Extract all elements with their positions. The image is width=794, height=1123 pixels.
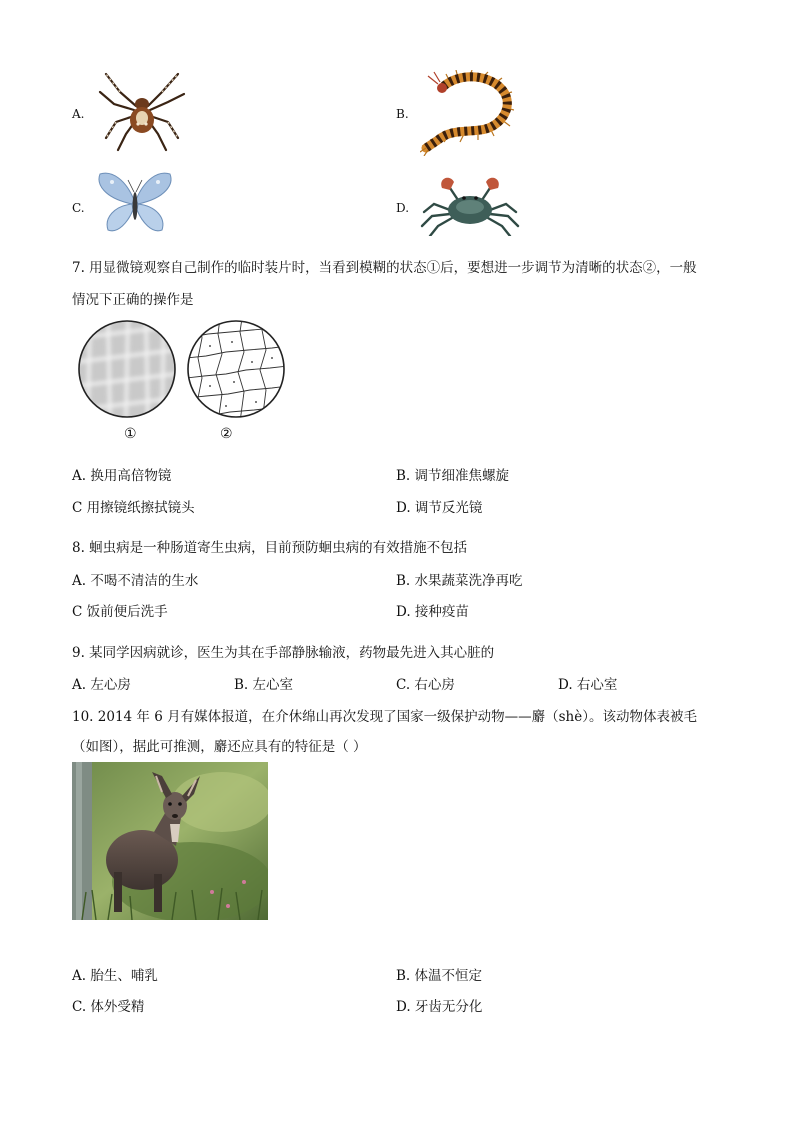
option-a: A. 左心房 xyxy=(72,677,131,693)
option-c: C 用擦镜纸擦拭镜头 xyxy=(72,500,195,516)
figure-label-2: ② xyxy=(220,426,233,442)
figure-label-1: ① xyxy=(124,426,137,442)
option-b: B. 水果蔬菜洗净再吃 xyxy=(396,573,523,589)
microscope-view-figure xyxy=(76,318,290,422)
question-stem-line-1: 7. 用显微镜观察自己制作的临时装片时，当看到模糊的状态①后，要想进一步调节为清晰的状态②，一般 xyxy=(72,260,697,276)
question-stem-line-1: 10. 2014 年 6 月有媒体报道，在介休绵山再次发现了国家一级保护动物——麝（shè）。该动物体表被毛 xyxy=(72,709,697,725)
option-letter: B. xyxy=(396,107,409,121)
question-stem: 9. 某同学因病就诊，医生为其在手部静脉输液，药物最先进入其心脏的 xyxy=(72,645,495,661)
option-letter: C. xyxy=(72,201,85,215)
butterfly-icon xyxy=(96,170,174,236)
option-d: D. 右心室 xyxy=(558,677,618,693)
centipede-icon xyxy=(420,70,514,156)
option-letter: D. xyxy=(396,201,410,215)
option-a: A. 不喝不清洁的生水 xyxy=(72,573,199,589)
option-b: B. 体温不恒定 xyxy=(396,968,483,984)
option-b: B. 左心室 xyxy=(234,677,294,693)
question-stem: 8. 蛔虫病是一种肠道寄生虫病，目前预防蛔虫病的有效措施不包括 xyxy=(72,540,468,556)
question-stem-line-2: 情况下正确的操作是 xyxy=(72,292,194,308)
option-c: C 饭前便后洗手 xyxy=(72,604,168,620)
option-d: D. 接种疫苗 xyxy=(396,604,469,620)
option-c: C. 体外受精 xyxy=(72,999,145,1015)
option-a: A. 胎生、哺乳 xyxy=(72,968,158,984)
question-stem-line-2: （如图），据此可推测，麝还应具有的特征是（ ） xyxy=(72,739,367,755)
option-letter: A. xyxy=(72,107,85,121)
option-c: C. 右心房 xyxy=(396,677,455,693)
spider-icon xyxy=(96,70,188,152)
crab-icon xyxy=(420,174,520,236)
musk-deer-photo xyxy=(72,762,268,920)
option-b: B. 调节细准焦螺旋 xyxy=(396,468,510,484)
option-d: D. 牙齿无分化 xyxy=(396,999,483,1015)
option-d: D. 调节反光镜 xyxy=(396,500,483,516)
option-a: A. 换用高倍物镜 xyxy=(72,468,172,484)
